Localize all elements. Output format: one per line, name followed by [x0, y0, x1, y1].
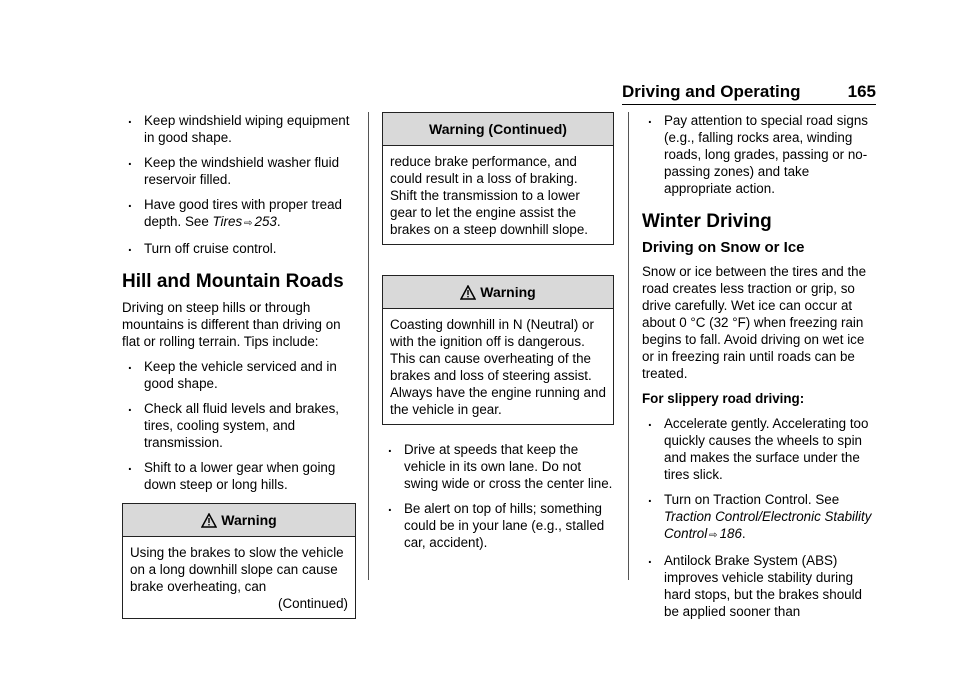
slippery-label: For slippery road driving:: [642, 391, 805, 406]
list-item: . Check all fluid levels and brakes, tires, cooling system, and transmission.: [122, 400, 356, 451]
tires-text: Have good tires with proper tread depth. See: [144, 197, 342, 229]
warning-box: [382, 275, 614, 425]
warning-body: [123, 537, 355, 618]
tires-link[interactable]: Tires: [212, 214, 243, 229]
warning-body: Coasting downhill in N (Neutral) or with the ignition off is dangerous. This can cause overheating of the brakes and loss of steering assist. Always have the engine running and the vehicle in gear.: [390, 317, 606, 417]
list-item: [642, 491, 876, 544]
tires-page-ref[interactable]: 253: [254, 214, 277, 229]
warning-title: Warning: [480, 283, 536, 300]
intro-paragraph: Driving on steep hills or through mountains is different than driving on flat or rolling terrain. Tips include:: [122, 300, 341, 349]
warning-header: [383, 276, 613, 309]
list-item: [122, 196, 356, 232]
list-item: . Pay attention to special road signs (e.g., falling rocks area, winding roads, long grades, passing or no-passing zones) and take appropriate action.: [642, 112, 876, 197]
continued-label: (Continued): [278, 596, 348, 611]
tires-suffix: .: [276, 214, 281, 229]
section-title: Driving and Operating: [622, 82, 801, 101]
winter-paragraph: Snow or ice between the tires and the road creates less traction or grip, so drive carefully. Wet ice can occur at about 0 °C (32 °F) when freezing rain begins to fall. Avoid driving on wet ice or in freezing rain until roads can be treated.: [642, 264, 867, 381]
list-item: . Accelerate gently. Accelerating too quickly causes the wheels to spin and makes the surface under the tires slick.: [642, 415, 876, 483]
list-item: . Shift to a lower gear when going down steep or long hills.: [122, 459, 356, 493]
list-item: . Antilock Brake System (ABS) improves vehicle stability during hard stops, but the brakes should be applied sooner than: [642, 552, 876, 620]
header-rule: [622, 104, 876, 105]
page-ref-arrow-icon: ⇨: [709, 530, 718, 541]
column-1: [122, 112, 356, 619]
warning-header: [383, 113, 613, 146]
warning-body: reduce brake performance, and could result in a loss of braking. Shift the transmission to a lower gear to let the engine assist the brakes on a steep downhill slope.: [390, 154, 589, 237]
column-3: [642, 112, 876, 628]
section-heading: Hill and Mountain Roads: [122, 271, 344, 292]
maintenance-list: [122, 112, 356, 257]
section-heading: Winter Driving: [642, 211, 772, 232]
traction-page-ref[interactable]: 186: [719, 526, 742, 541]
page-header: [622, 82, 876, 104]
warning-triangle-icon: [460, 285, 476, 300]
driving-tips-list: [382, 441, 614, 551]
list-item: . Turn off cruise control.: [122, 240, 356, 257]
column-divider: [628, 112, 629, 580]
traction-control-link[interactable]: Traction Control/Electronic Stability Control: [664, 509, 872, 541]
warning-text: Using the brakes to slow the vehicle on a long downhill slope can cause brake overheating, can: [130, 545, 344, 594]
warning-title: Warning (Continued): [429, 120, 567, 137]
list-item: . Drive at speeds that keep the vehicle in its own lane. Do not swing wide or cross the center line.: [382, 441, 614, 492]
page-number: 165: [847, 82, 876, 101]
warning-triangle-icon: [201, 513, 217, 528]
slippery-list: [642, 415, 876, 620]
tips-list: [122, 358, 356, 493]
traction-text: Turn on Traction Control. See: [664, 492, 840, 507]
column-divider: [368, 112, 369, 580]
warning-header: [123, 504, 355, 537]
subsection-heading: Driving on Snow or Ice: [642, 239, 805, 256]
warning-box: [122, 503, 356, 619]
list-item: . Keep windshield wiping equipment in good shape.: [122, 112, 356, 146]
warning-box-continued: [382, 112, 614, 245]
list-item: . Be alert on top of hills; something could be in your lane (e.g., stalled car, accident).: [382, 500, 614, 551]
road-signs-list: [642, 112, 876, 197]
traction-suffix: .: [741, 526, 746, 541]
warning-title: Warning: [221, 511, 277, 528]
list-item: . Keep the vehicle serviced and in good shape.: [122, 358, 356, 392]
list-item: . Keep the windshield washer fluid reservoir filled.: [122, 154, 356, 188]
column-2: [382, 112, 614, 559]
page-ref-arrow-icon: ⇨: [244, 218, 253, 229]
